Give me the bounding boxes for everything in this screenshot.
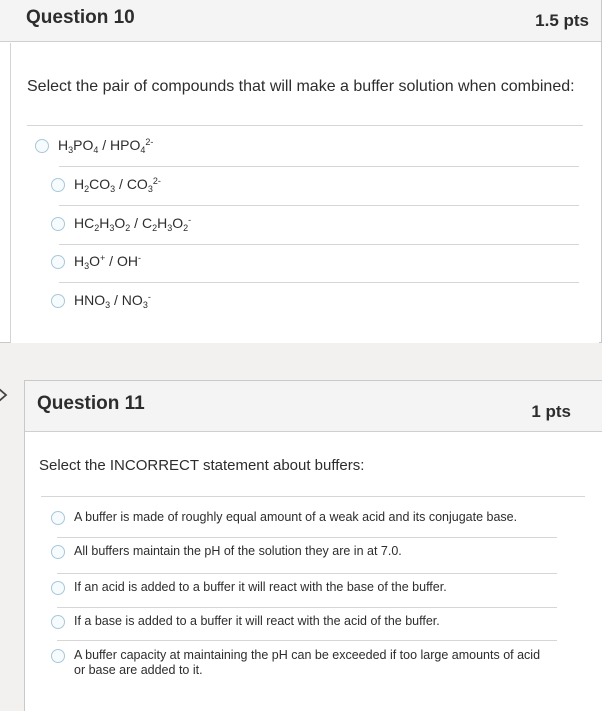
- option-label: All buffers maintain the pH of the solution they are in at 7.0.: [74, 544, 402, 558]
- chevron-right-icon[interactable]: [0, 388, 10, 402]
- question-10-title: Question 10: [26, 7, 135, 28]
- answer-option[interactable]: [51, 215, 191, 233]
- radio-button[interactable]: [51, 178, 65, 192]
- divider: [57, 537, 557, 538]
- question-11-prompt: Select the INCORRECT statement about buffers:: [39, 457, 365, 474]
- answer-option[interactable]: [51, 253, 141, 271]
- answer-option[interactable]: [51, 544, 571, 559]
- radio-button[interactable]: [35, 139, 49, 153]
- radio-button[interactable]: [51, 294, 65, 308]
- answer-option[interactable]: [51, 292, 151, 310]
- radio-button[interactable]: [51, 649, 65, 663]
- option-label: If a base is added to a buffer it will react with the acid of the buffer.: [74, 614, 440, 628]
- question-11-body: [25, 432, 602, 711]
- question-11-points: 1 pts: [531, 402, 571, 421]
- question-10-points: 1.5 pts: [535, 11, 589, 30]
- answer-option[interactable]: [51, 648, 551, 678]
- divider: [41, 496, 585, 497]
- option-label: If an acid is added to a buffer it will react with the base of the buffer.: [74, 580, 447, 594]
- question-10-card: [0, 0, 602, 343]
- option-label: A buffer capacity at maintaining the pH can be exceeded if too large amounts of acid or base are added to it.: [74, 648, 541, 677]
- question-10-body: [10, 43, 599, 343]
- question-10-header: [0, 0, 601, 42]
- option-label: A buffer is made of roughly equal amount of a weak acid and its conjugate base.: [74, 510, 518, 524]
- option-label: $HC_2H_3O_2 / C_2H_3O_2^-$: [74, 215, 192, 233]
- divider: [59, 205, 579, 206]
- question-11-card: [24, 380, 602, 711]
- option-label: $H_3O^+ / OH^-$: [74, 253, 141, 271]
- divider: [57, 607, 557, 608]
- radio-button[interactable]: [51, 545, 65, 559]
- divider: [57, 640, 557, 641]
- option-label: $H_3PO_4 / HPO_4^{2-}$: [58, 137, 154, 155]
- answer-option[interactable]: [51, 580, 571, 595]
- radio-button[interactable]: [51, 615, 65, 629]
- question-11-header: [25, 381, 602, 432]
- question-10-prompt: Select the pair of compounds that will make a buffer solution when combined:: [27, 78, 575, 95]
- radio-button[interactable]: [51, 581, 65, 595]
- option-label: $H_2CO_3 / CO_3^{2-}$: [74, 176, 161, 194]
- divider: [59, 166, 579, 167]
- divider: [57, 573, 557, 574]
- divider: [59, 244, 579, 245]
- divider: [27, 125, 583, 126]
- radio-button[interactable]: [51, 255, 65, 269]
- answer-option[interactable]: [51, 176, 161, 194]
- radio-button[interactable]: [51, 217, 65, 231]
- radio-button[interactable]: [51, 511, 65, 525]
- answer-option[interactable]: [35, 137, 153, 155]
- answer-option[interactable]: [51, 510, 571, 525]
- divider: [59, 282, 579, 283]
- question-11-title: Question 11: [37, 393, 145, 414]
- answer-option[interactable]: [51, 614, 571, 629]
- option-label: $HNO_3 / NO_3^-$: [74, 292, 151, 310]
